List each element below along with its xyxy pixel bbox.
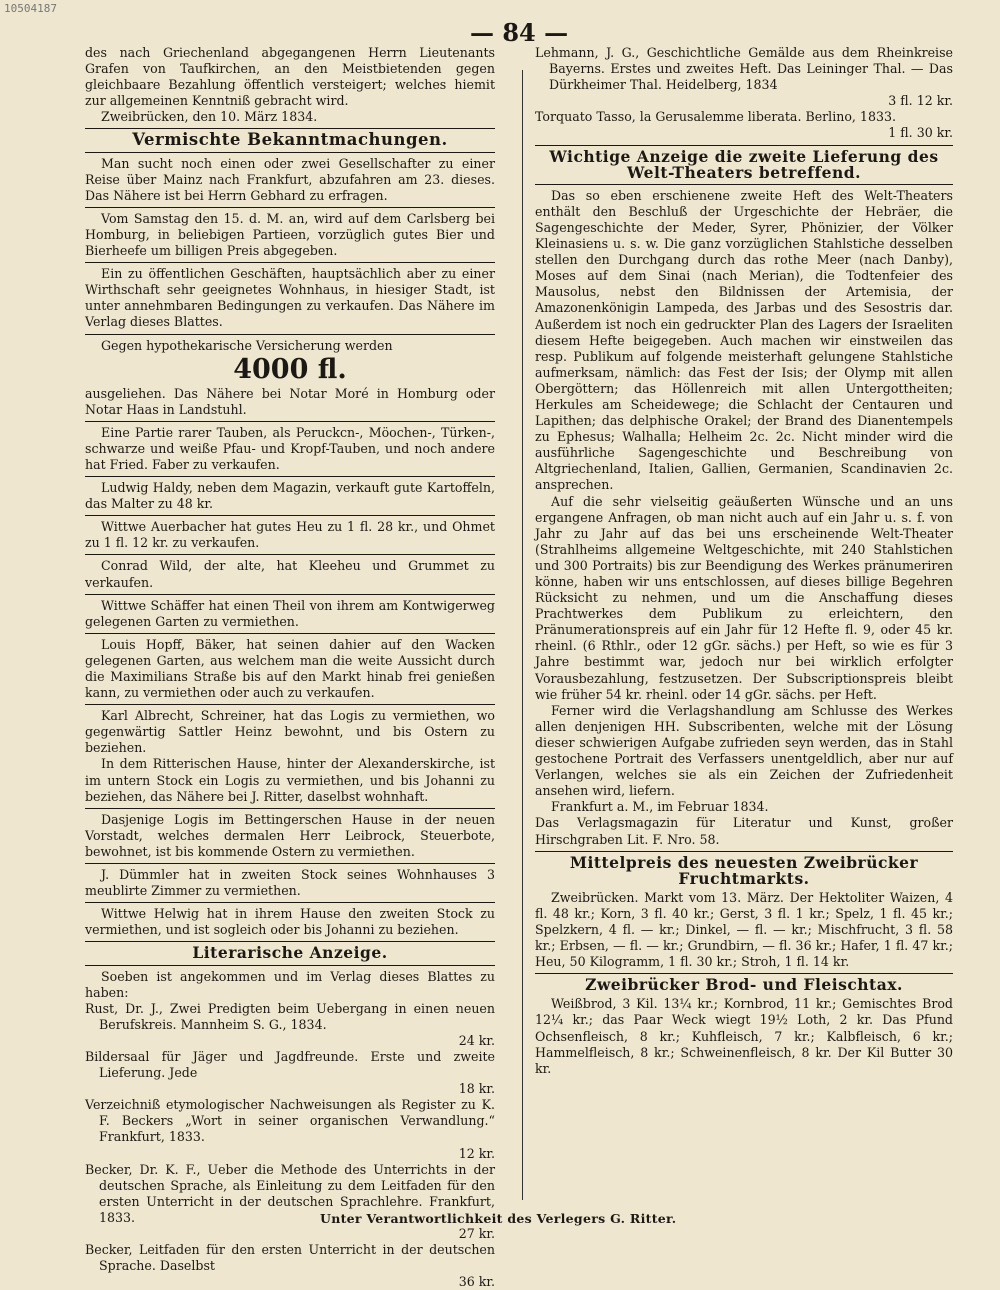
column-divider: [522, 70, 523, 1200]
ad: Ein zu öffentlichen Geschäften, hauptsächlich aber zu einer Wirthschaft sehr geeignetes Wohnhaus, in hiesiger Stadt, ist unter annehmbaren Bedingungen zu verkaufen. Das Nähere im Verlag dieses Blattes.: [85, 266, 495, 330]
rule: [535, 145, 953, 146]
mortgage-post: ausgeliehen. Das Nähere bei Notar Moré in Homburg oder Notar Haas in Landstuhl.: [85, 385, 495, 417]
theater-paragraph: Das so eben erschienene zweite Heft des Welt-Theaters enthält den Beschluß der Urgeschichte der Hebräer, die Sagengeschichte der Meder, Syrer, Phönizier, der Völker Kleinasiens u. s. w. Die ganz vorzüglichen Stahlstiche desselben stellen den Durchgang durch das rothe Meer (nach Danby), Moses auf dem Sinai (nach Merian), die Todtenfeier des Mausolus, nebst den Bildnissen der Artemisia, der Amazonenkönigin Lampeda, des Jarbas und des Sesostris dar. Außerdem ist noch ein gedruckter Plan des Lagers der Israeliten diesem Hefte beigegeben. Auch machen wir einstweilen das resp. Publikum auf folgende meisterhaft gelungene Stahlstiche aufmerksam, nämlich: das Fest der Isis; der Olymp mit allen Obergöttern; das Höllenreich mit allen Untergottheiten; Herkules am Scheidewege; die Schlacht der Centauren und Lapithen; das delphische Orakel; der Brand des Dianentempels zu Ephesus; Walhalla; Helheim 2c. 2c. Nicht minder wird die ausführliche Sagengeschichte und Beschreibung von Altgriechenland, Italien, Gallien, Germanien, Scandinavien 2c. ansprechen.: [535, 187, 953, 493]
rule: [85, 965, 495, 966]
rule: [85, 704, 495, 705]
ad: Wittwe Schäffer hat einen Theil von ihrem am Kontwigerweg gelegenen Garten zu vermiethen.: [85, 597, 495, 629]
right-column: [535, 45, 953, 1077]
rule: [85, 334, 495, 335]
misc-heading: Vermischte Bekanntmachungen.: [132, 130, 448, 150]
intro-dateline: Zweibrücken, den 10. März 1834.: [101, 109, 318, 125]
rule: [85, 941, 495, 942]
theater-paragraph: Ferner wird die Verlagshandlung am Schlusse des Werkes allen denjenigen HH. Subscribenten, welche mit der Lösung dieser schwierigen Aufgabe zufrieden seyn werden, das in Stahl gestochene Portrait des Verfassers unentgeldlich, aber nur auf Verlangen, welches sie als ein Zeichen der Zufriedenheit ansehen wird, liefern.: [535, 702, 953, 799]
book-entry: Rust, Dr. J., Zwei Predigten beim Uebergang in einen neuen Berufskreis. Mannheim S. G., 1834.: [85, 1000, 495, 1032]
book-entry: Becker, Dr. K. F., Ueber die Methode des Unterrichts in der deutschen Sprache, als Einleitung zu dem Leitfaden für den ersten Unterricht in der deutschen Sprachlehre. Frankfurt, 1833.: [85, 1161, 495, 1225]
rule: [85, 207, 495, 208]
book-price: 18 kr.: [458, 1081, 495, 1097]
ad: Ludwig Haldy, neben dem Magazin, verkauft gute Kartoffeln, das Malter zu 48 kr.: [85, 480, 495, 512]
footer-imprint: Unter Verantwortlichkeit des Verlegers G. Ritter.: [320, 1211, 677, 1226]
ad: Louis Hopff, Bäker, hat seinen dahier auf den Wacken gelegenen Garten, aus welchem man die weite Aussicht durch die Maximilians Straße bis auf den Markt hinab frei genießen kann, zu vermiethen oder auch zu verkaufen.: [85, 636, 495, 701]
ad: Conrad Wild, der alte, hat Kleeheu und Grummet zu verkaufen.: [85, 558, 495, 590]
rule: [85, 594, 495, 595]
book-entry: Lehmann, J. G., Geschichtliche Gemälde aus dem Rheinkreise Bayerns. Erstes und zweites Heft. Das Leininger Thal. — Das Dürkheimer Thal. Heidelberg, 1834: [535, 45, 953, 93]
rule: [85, 476, 495, 477]
mortgage-pre: Gegen hypothekarische Versicherung werden: [101, 337, 393, 353]
book-entry: Becker, Leitfaden für den ersten Unterricht in der deutschen Sprache. Daselbst: [85, 1242, 495, 1274]
theater-dateline: Frankfurt a. M., im Februar 1834.: [551, 799, 769, 815]
book-entry: Torquato Tasso, la Gerusalemme liberata. Berlino, 1833.: [535, 109, 896, 125]
book-price: 36 kr.: [458, 1274, 495, 1290]
ad: Wittwe Auerbacher hat gutes Heu zu 1 fl. 28 kr., und Ohmet zu 1 fl. 12 kr. zu verkaufen.: [85, 519, 495, 551]
ad: Dasjenige Logis im Bettingerschen Hause in der neuen Vorstadt, welches dermalen Herr Leibrock, Steuerbote, bewohnet, ist bis kommende Ostern zu vermiethen.: [85, 811, 495, 859]
bread-text: Weißbrod, 3 Kil. 13¼ kr.; Kornbrod, 11 kr.; Gemischtes Brod 12¼ kr.; das Paar Weck wiegt 19½ Loth, 2 kr. Das Pfund Ochsenfleisch, 8 kr.; Kuhfleisch, 7 kr.; Kalbfleisch, 6 kr.; Hammelfleisch, 8 kr.; Schweinenfleisch, 8 kr. Der Kil Butter 30 kr.: [535, 996, 953, 1076]
rule: [85, 421, 495, 422]
literary-intro: Soeben ist angekommen und im Verlag dieses Blattes zu haben:: [85, 968, 495, 1000]
prices-heading: Mittelpreis des neuesten Zweibrücker Fruchtmarkts.: [569, 852, 919, 888]
ad: Eine Partie rarer Tauben, als Peruckcn-, Möochen-, Türken-, schwarze und weiße Pfau- und Kropf-Tauben, und noch andere hat Fried. Faber zu verkaufen.: [85, 424, 495, 472]
ad: In dem Ritterischen Hause, hinter der Alexanderskirche, ist im untern Stock ein Logis zu vermiethen, und bis Johanni zu beziehen, das Nähere bei J. Ritter, daselbst wohnhaft.: [85, 756, 495, 804]
rule: [85, 808, 495, 809]
rule: [85, 902, 495, 903]
ad: Vom Samstag den 15. d. M. an, wird auf dem Carlsberg bei Homburg, in beliebigen Partieen, vorzüglich gutes Bier und Bierheefe um billigen Preis abgegeben.: [85, 210, 495, 259]
intro-text: des nach Griechenland abgegangenen Herrn Lieutenants Grafen von Taufkirchen, an den Meistbietenden gegen gleichbaare Bezahlung öffentlich versteigert; welches hiemit zur allgemeinen Kenntniß gebracht wird.: [85, 45, 495, 109]
prices-text: Zweibrücken. Markt vom 13. März. Der Hektoliter Waizen, 4 fl. 48 kr.; Korn, 3 fl. 40 kr.; Gerst, 3 fl. 1 kr.; Spelz, 1 fl. 45 kr.; Spelzkern, 4 fl. — kr.; Dinkel, — fl. — kr.; Mischfrucht, 3 fl. 58 kr.; Erbsen, — fl. — kr.; Grundbirn, — fl. 36 kr.; Hafer, 1 fl. 47 kr.; Heu, 50 Kilogramm, 1 fl. 30 kr.; Stroh, 1 fl. 14 kr.: [535, 889, 953, 970]
ad: Man sucht noch einen oder zwei Gesellschafter zu einer Reise über Mainz nach Frankfurt, abzufahren am 23. dieses. Das Nähere ist bei Herrn Gebhard zu erfragen.: [85, 155, 495, 203]
theater-signature: Das Verlagsmagazin für Literatur und Kunst, großer Hirschgraben Lit. F. Nro. 58.: [535, 815, 953, 847]
rule: [85, 515, 495, 516]
rule: [85, 262, 495, 263]
rule: [535, 184, 953, 185]
book-price: 1 fl. 30 kr.: [888, 125, 953, 141]
rule: [85, 152, 495, 153]
theater-heading: Wichtige Anzeige die zweite Lieferung des Welt-Theaters betreffend.: [549, 146, 939, 182]
mortgage-amount: 4000 fl.: [233, 353, 347, 385]
rule: [85, 128, 495, 129]
book-entry: Verzeichniß etymologischer Nachweisungen als Register zu K. F. Beckers „Wort in seiner organischen Verwandlung.“ Frankfurt, 1833.: [85, 1097, 495, 1145]
rule: [85, 633, 495, 634]
bread-heading: Zweibrücker Brod- und Fleischtax.: [585, 975, 903, 995]
rule: [85, 863, 495, 864]
ad: Wittwe Helwig hat in ihrem Hause den zweiten Stock zu vermiethen, und ist sogleich oder bis Johanni zu beziehen.: [85, 906, 495, 938]
book-price: 24 kr.: [458, 1032, 495, 1048]
theater-paragraph: Auf die sehr vielseitig geäußerten Wünsche und an uns ergangene Anfragen, ob man nicht auch auf ein Jahr u. s. f. von Jahr zu Jahr auf das bei uns erscheinende Welt-Theater (Strahlheims allgemeine Weltgeschichte, mit 240 Stahlstichen und 300 Portraits) bis zur Beendigung des Werkes pränumeriren könne, haben wir uns entschlossen, auf dieses billige Begehren Rücksicht zu nehmen, und um die Anschaffung dieses Prachtwerkes dem Publikum zu erleichtern, den Pränumerationspreis auf ein Jahr für 12 Hefte fl. 9, oder 45 kr. rheinl. (6 Rthlr., oder 12 gGr. sächs.) per Heft, so wie es für 3 Jahre bestimmt war, jedoch nur bei wirklich erfolgter Vorausbezahlung, festzusetzen. Der Subscriptionspreis bleibt wie früher 54 kr. rheinl. oder 14 gGr. sächs. per Heft.: [535, 493, 953, 702]
literary-heading: Literarische Anzeige.: [192, 943, 388, 963]
rule: [535, 851, 953, 852]
book-entry: Bildersaal für Jäger und Jagdfreunde. Erste und zweite Lieferung. Jede: [85, 1048, 495, 1081]
left-column: [85, 45, 495, 1290]
ad: Karl Albrecht, Schreiner, hat das Logis zu vermiethen, wo gegenwärtig Sattler Heinz bewohnt, und bis Ostern zu beziehen.: [85, 708, 495, 756]
page-number: — 84 —: [470, 18, 569, 47]
book-price: 27 kr.: [458, 1226, 495, 1241]
rule: [535, 973, 953, 974]
ad: J. Dümmler hat in zweiten Stock seines Wohnhauses 3 meublirte Zimmer zu vermiethen.: [85, 867, 495, 899]
scan-id: 10504187: [4, 2, 57, 15]
book-price: 12 kr.: [458, 1145, 495, 1161]
rule: [85, 554, 495, 555]
book-price: 3 fl. 12 kr.: [888, 93, 953, 109]
